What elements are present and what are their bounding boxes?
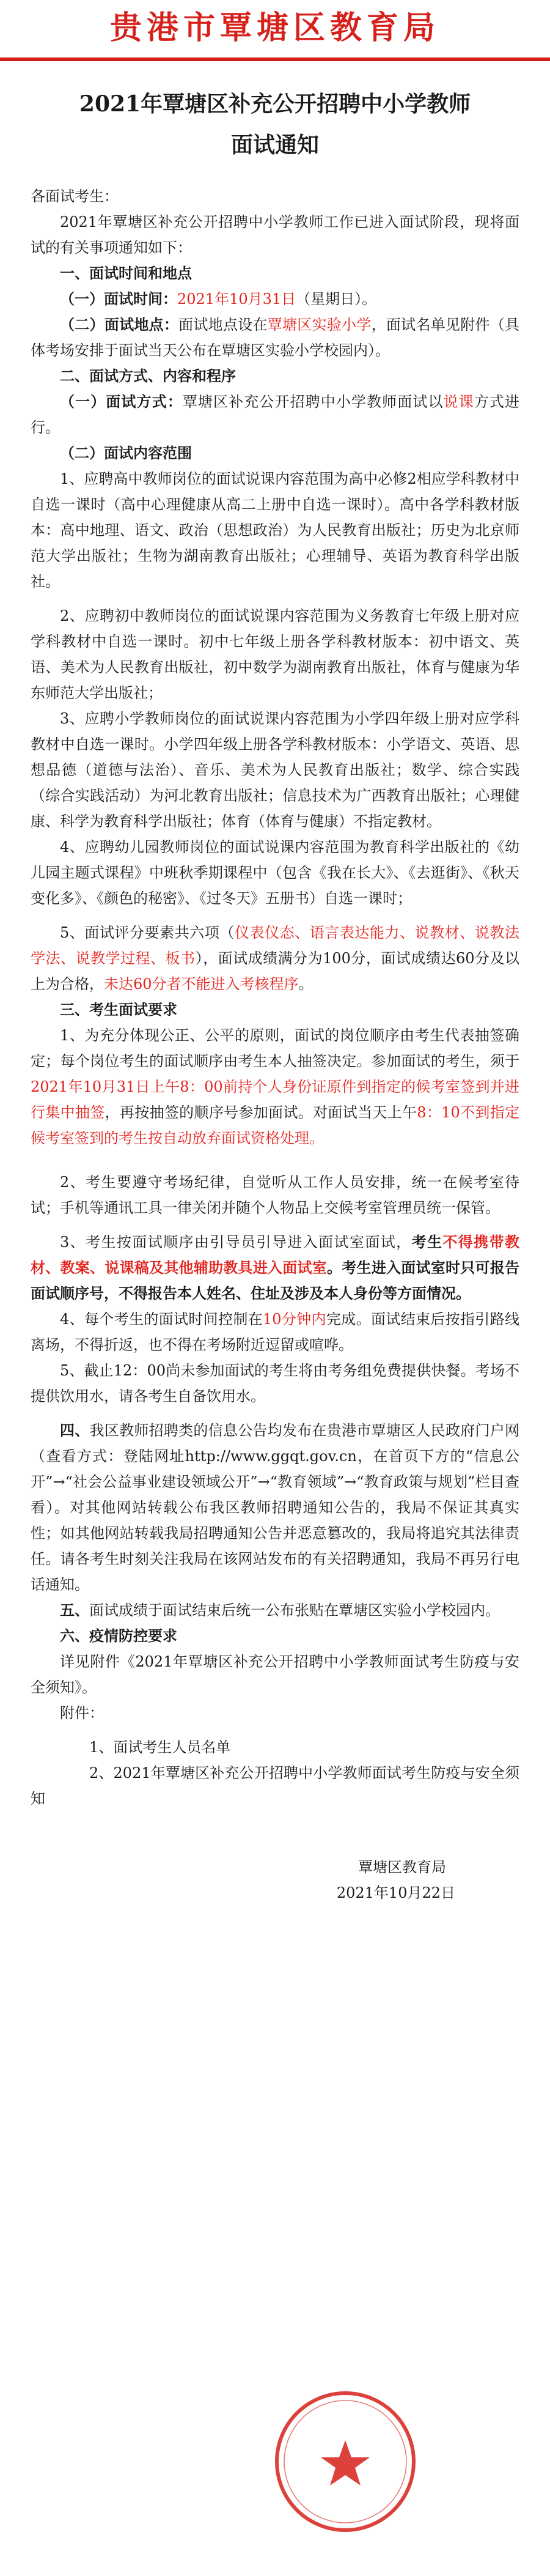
scope-primary: 3、应聘小学教师岗位的面试说课内容范围为小学四年级上册对应学科教材中自选一课时。小学四年级上册各学科教材版本：小学语文、英语、思想品德（道德与法治）、音乐、美术为人民教育出版社；数学、综合实践（综合实践活动）为河北教育出版社；信息技术为广西教育出版社；心理健康、科学为教育科学出版社；体育（体育与健康）不指定教材。 [31,710,519,830]
section-3-heading: 三、考生面试要求 [60,1001,177,1018]
interview-method: （一）面试方式：覃塘区补充公开招聘中小学教师面试以说课方式进行。 [31,393,520,436]
method-label: （一）面试方式： [60,393,183,410]
requirement-4: 4、每个考生的面试时间控制在10分钟内完成。面试结束后按指引路线离场，不得折返，也不得在考场附近逗留或喧哗。 [31,1311,519,1353]
time-limit: 10分钟内 [263,1311,326,1328]
masthead-title: 贵港市覃塘区教育局 [109,9,440,46]
intro-paragraph: 2021年覃塘区补充公开招聘中小学教师工作已进入面试阶段，现将面试的有关事项通知如下： [31,213,519,256]
requirement-5: 5、截止12：00尚未参加面试的考生将由考务组免费提供快餐。考场不提供饮用水，请各考生自备饮用水。 [31,1362,519,1405]
requirement-1: 1、为充分体现公正、公平的原则，面试的岗位顺序由考生代表抽签确定；每个岗位考生的面试顺序由考生本人抽签决定。参加面试的考生，须于2021年10月31日上午8：00前持个人身份证原件到指定的候考室签到并进行集中抽签，再按抽签的顺序号参加面试。对面试当天上午8：10不到指定候考室签到的考生按自动放弃面试资格处理。 [31,1027,519,1147]
notice-body [31,183,519,1906]
time-label: （一）面试时间： [60,290,177,308]
scope-junior-high: 2、应聘初中教师岗位的面试说课内容范围为义务教育七年级上册对应学科教材中自选一课时。初中七年级上册各学科教材版本：初中语文、英语、美术为人民教育出版社，初中数学为湖南教育出版社，体育与健康为华东师范大学出版社； [31,607,519,701]
section-5-paragraph: 五、面试成绩于面试结束后统一公布张贴在覃塘区实验小学校园内。 [60,1601,500,1619]
time-value: 2021年10月31日 [177,291,296,308]
official-seal-icon [269,2385,422,2538]
place-value: 覃塘区实验小学 [267,316,372,333]
interview-place: （二）面试地点：面试地点设在覃塘区实验小学，面试名单见附件（具体考场安排于面试当天公布在覃塘区实验小学校园内）。 [31,316,520,359]
masthead-red-rule [0,57,550,61]
interview-time: （一）面试时间：2021年10月31日（星期日）。 [60,290,377,308]
requirement-3: 3、考生按面试顺序由引导员引导进入面试室面试，考生不得携带教材、教案、说课稿及其他辅助教具进入面试室。考生进入面试室时只可报告面试顺序号，不得报告本人姓名、住址及涉及本人身份等方面情况。 [31,1233,519,1302]
absence-rule: 8：10不到指定候考室签到的考生按自动放弃面试资格处理。 [31,1104,519,1147]
notice-subtitle: 面试通知 [230,132,319,158]
place-label: （二）面试地点： [60,316,179,333]
attachment-1: 1、面试考生人员名单 [89,1739,231,1756]
prohibited-items: 不得携带教材、教案、说课稿及其他辅助教具进入面试室 [31,1233,519,1276]
requirement-2: 2、考生要遵守考场纪律，自觉听从工作人员安排，统一在候考室待试；手机等通讯工具一律关闭并随个人物品上交候考室管理员统一保管。 [31,1174,519,1216]
attachment-2: 2、2021年覃塘区补充公开招聘中小学教师面试考生防疫与安全须知 [31,1764,519,1807]
section-2-heading: 二、面试方式、内容和程序 [60,367,236,385]
checkin-deadline: 2021年10月31日上午8：00前持个人身份证原件到指定的候考室签到并进行集中抽签 [31,1078,519,1121]
pass-threshold: 未达60分者不能进入考核程序 [104,975,299,993]
method-value: 说课 [443,393,474,410]
section-4-paragraph: 四、我区教师招聘类的信息公告均发布在贵港市覃塘区人民政府门户网（查看方式：登陆网址http://www.ggqt.gov.cn，在首页下方的“信息公开”→“社会公益事业建设领域公开”→“教育领域”→“教育政策与规划”栏目查看）。对其他网站转载公布我区教师招聘通知公告的，我局不保证其真实性；如其他网站转载我局招聘通知公告并恶意篡改的，我局将追究其法律责任。请各考生时刻关注我局在该网站发布的有关招聘通知，我局不再另行电话通知。 [31,1421,520,1593]
scoring-items: 仪表仪态、语言表达能力、说教材、说教法学法、说教学过程、板书 [31,924,519,967]
content-scope-heading: （二）面试内容范围 [60,444,192,462]
scoring-elements: 5、面试评分要素共六项（仪表仪态、语言表达能力、说教材、说教法学法、说教学过程、板书），面试成绩满分为100分，面试成绩达60分及以上为合格，未达60分者不能进入考核程序。 [31,924,519,993]
scope-high-school: 1、应聘高中教师岗位的面试说课内容范围为高中必修2相应学科教材中自选一课时（高中心理健康从高二上册中自选一课时）。高中各学科教材版本：高中地理、语文、政治（思想政治）为人民教育出版社；历史为北京师范大学出版社；生物为湖南教育出版社；心理辅导、英语为教育科学出版社。 [31,470,519,590]
issuer: 覃塘区教育局 [358,1859,446,1876]
notice-title: 2021年覃塘区补充公开招聘中小学教师 [79,91,471,117]
section-1-heading: 一、面试时间和地点 [60,264,192,282]
scope-kindergarten: 4、应聘幼儿园教师岗位的面试说课内容范围为教育科学出版社的《幼儿园主题式课程》中班秋季期课程中（包含《我在长大》、《去逛街》、《秋天变化多》、《颜色的秘密》、《过冬天》五册书）自选一课时； [31,838,519,907]
section-6-text: 详见附件《2021年覃塘区补充公开招聘中小学教师面试考生防疫与安全须知》。 [31,1653,519,1696]
attachments-label: 附件： [60,1704,104,1722]
section-6-heading: 六、疫情防控要求 [60,1627,177,1645]
salutation: 各面试考生： [31,188,119,205]
issue-date: 2021年10月22日 [336,1884,455,1901]
